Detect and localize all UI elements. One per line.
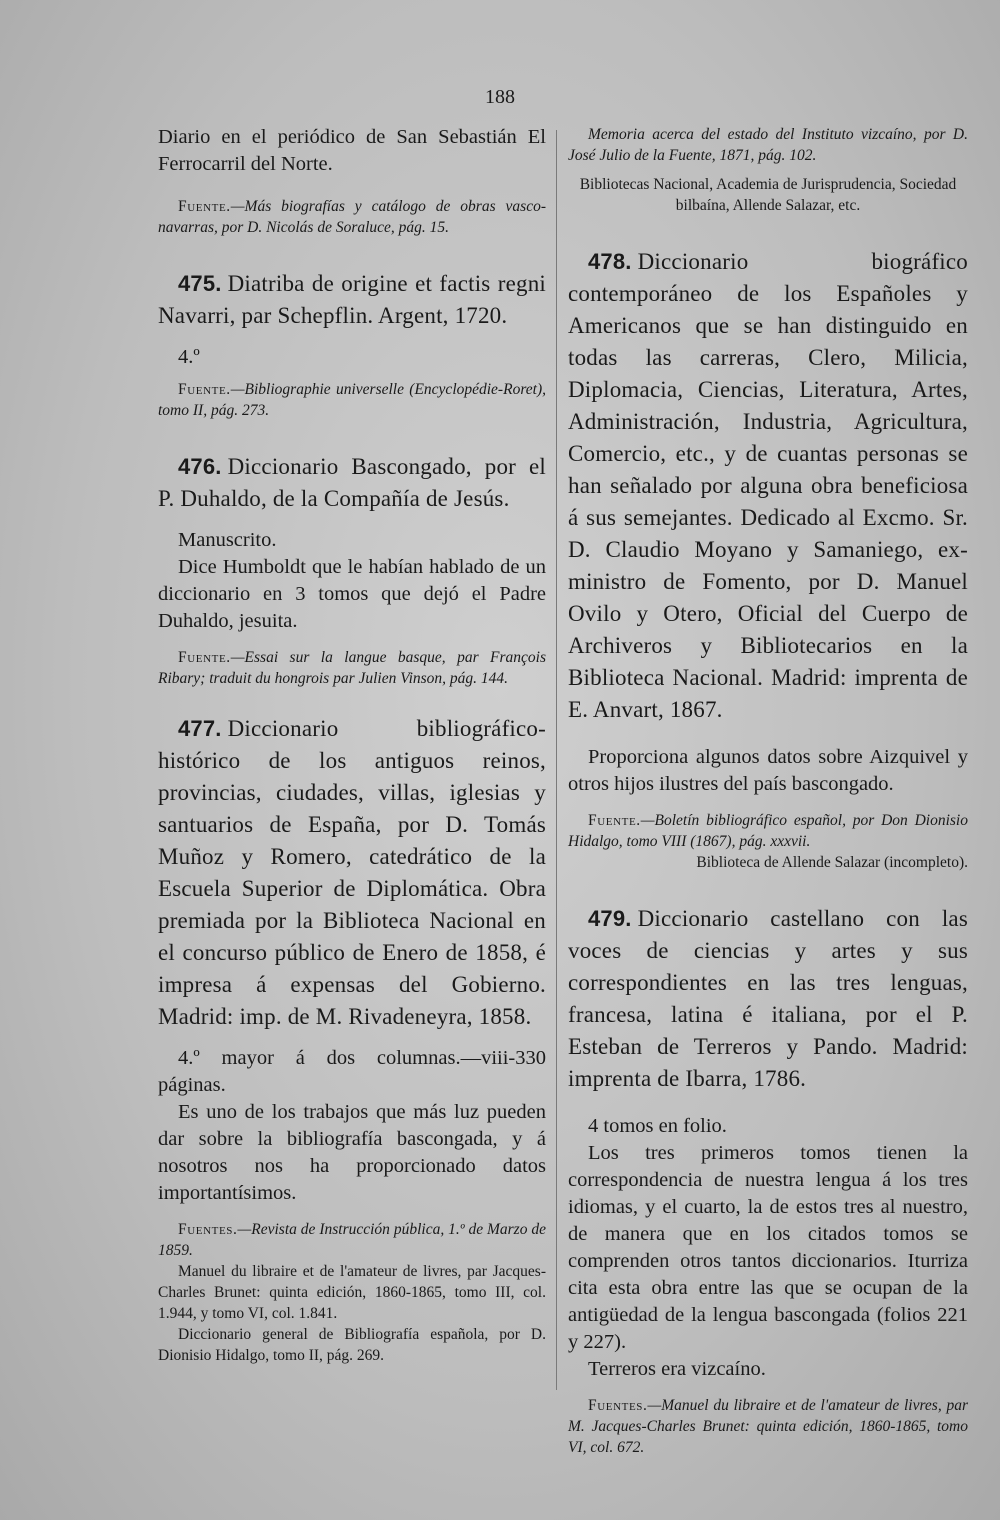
left-column [158,124,546,1366]
right-column [568,124,968,1458]
top-source: Memoria acerca del estado del Instituto vizcaíno, por D. José Julio de la Fuente, 1871, pág. 102. [568,126,968,164]
entry-479-note-1: Los tres primeros tomos tienen la correspondencia de nuestra lengua á los tres idiomas, y el cuarto, la de estos tres al nuestro, de manera que en los citados tomos se comprenden otros tantos diccionarios. Iturriza cita esta obra entre las que se ocupan de la antigüedad de la lengua bascongada (folios 221 y 227). [568,1142,968,1353]
entry-477-source-2: Manuel du libraire et de l'amateur de livres, par Jacques-Charles Brunet: quinta edición, 1860-1865, tomo III, col. 1.944, y tomo VI, col. 1.841. [158,1263,546,1322]
entry-477-note: Es uno de los trabajos que más luz pueden dar sobre la bibliografía bascongada, y á nosotros nos ha proporcionado datos importantísimos. [158,1101,546,1204]
entry-476-note-2: Dice Humboldt que le habían hablado de un diccionario en 3 tomos que dejó el Padre Duhaldo, jesuita. [158,556,546,632]
entry-476: 476. Diccionario Bascongado, por el P. Duhaldo, de la Compañía de Jesús. [158,454,546,511]
entry-477-source-3: Diccionario general de Bibliografía española, por D. Dionisio Hidalgo, tomo II, pág. 269. [158,1326,546,1364]
intro-text: Diario en el periódico de San Sebastián El Ferrocarril del Norte. [158,126,546,175]
entry-477-source-1: Fuentes.—Revista de Instrucción pública, 1.º de Marzo de 1859. [158,1221,546,1259]
column-divider [556,130,557,1390]
page-number: 188 [485,86,515,108]
entry-478-library: Biblioteca de Allende Salazar (incompleto). [696,854,968,871]
entry-479: 479. Diccionario castellano con las voces de ciencias y artes y sus correspondientes en las tres lenguas, francesa, latina é italiana, por el P. Esteban de Terreros y Pando. Madrid: imprenta de Ibarra, 1786. [568,906,968,1091]
entry-number: 479. [588,906,632,931]
entry-478-source: Fuente.—Boletín bibliográfico español, por Don Dionisio Hidalgo, tomo VIII (1867), pág. xxxvii. [568,812,968,850]
entry-475-source: Fuente.—Bibliographie universelle (Encyclopédie-Roret), tomo II, pág. 273. [158,381,546,419]
entry-478-note: Proporciona algunos datos sobre Aizquivel y otros hijos ilustres del país bascongado. [568,746,968,795]
top-libraries: Bibliotecas Nacional, Academia de Jurisprudencia, Sociedad bilbaína, Allende Salazar, etc. [579,176,957,214]
entry-475-format: 4.º [178,346,200,368]
entry-478: 478. Diccionario biográfico contemporáneo de los Españoles y Americanos que se han distinguido en todas las carreras, Clero, Milicia, Diplomacia, Ciencias, Literatura, Artes, Administración, Industria, Agricultura, Comercio, etc., y de cuantas personas se han señalado por alguna obra beneficiosa á sus semejantes. Dedicado al Excmo. Sr. D. Claudio Moyano y Samaniego, ex-ministro de Fomento, por D. Manuel Ovilo y Otero, Oficial del Cuerpo de Archiveros y Bibliotecarios en la Biblioteca Nacional. Madrid: imprenta de E. Anvart, 1867. [568,249,968,722]
entry-number: 476. [178,454,222,479]
entry-number: 475. [178,271,222,296]
entry-479-note-2: Terreros era vizcaíno. [588,1358,766,1380]
entry-479-source: Fuentes.—Manuel du libraire et de l'amateur de livres, par M. Jacques-Charles Brunet: quinta edición, 1860-1865, tomo VI, col. 672. [568,1397,968,1456]
entry-number: 478. [588,249,632,274]
entry-476-source: Fuente.—Essai sur la langue basque, par François Ribary; traduit du hongrois par Julien Vinson, pág. 144. [158,649,546,687]
intro-source: Fuente.—Más biografías y catálogo de obras vasco-navarras, por D. Nicolás de Soraluce, pág. 15. [158,198,546,236]
entry-477-format: 4.º mayor á dos columnas.—viii-330 páginas. [158,1047,546,1096]
entry-475: 475. Diatriba de origine et factis regni Navarri, par Schepflin. Argent, 1720. [158,271,546,328]
entry-479-format: 4 tomos en folio. [588,1115,727,1137]
entry-477: 477. Diccionario bibliográfico-histórico de los antiguos reinos, provincias, ciudades, villas, iglesias y santuarios de España, por D. Tomás Muñoz y Romero, catedrático de la Escuela Superior de Diplomática. Obra premiada por la Biblioteca Nacional en el concurso público de Enero de 1858, é impresa á expensas del Gobierno. Madrid: imp. de M. Rivadeneyra, 1858. [158,716,546,1029]
entry-number: 477. [178,716,222,741]
entry-476-note-1: Manuscrito. [178,529,277,551]
